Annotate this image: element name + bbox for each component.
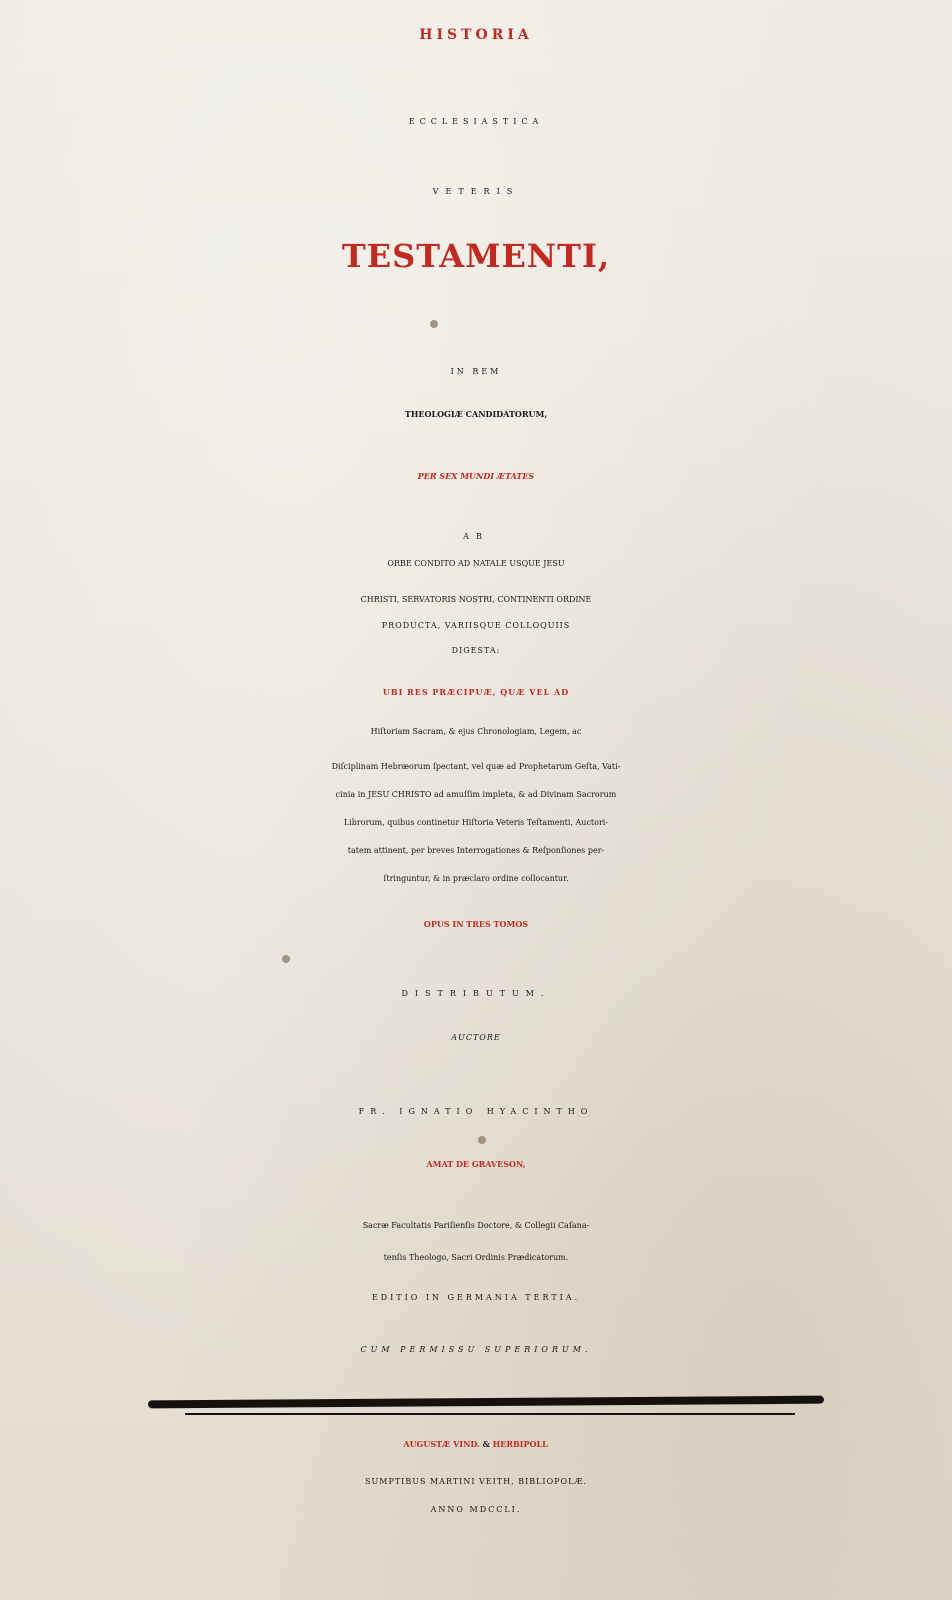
subtitle-in-rem: IN REM: [450, 367, 502, 376]
title-ecclesiastica: ECCLESIASTICA: [408, 117, 544, 126]
subtitle-per-sex: PER SEX MUNDI ÆTATES: [417, 471, 535, 481]
subtitle-christi: CHRISTI, SERVATORIS NOSTRI, CONTINENTI ORDINE: [360, 595, 592, 604]
subtitle-ab: AB: [463, 532, 489, 541]
auctore: AUCTORE: [451, 1033, 501, 1042]
subtitle-digesta: DIGESTA:: [451, 646, 501, 655]
thick-divider-rule: [148, 1396, 824, 1409]
edition-statement: EDITIO IN GERMANIA TERTIA.: [371, 1293, 581, 1302]
description-line-6: ſtringuntur, & in præclaro ordine collocantur.: [383, 874, 569, 883]
author-surname: AMAT DE GRAVESON,: [426, 1159, 526, 1169]
description-line-3: cinia in JESU CHRISTO ad amuſſim impleta, & ad Divinam Sacrorum: [335, 790, 617, 799]
opus-in-tres-tomos: OPUS IN TRES TOMOS: [423, 919, 529, 929]
description-line-4: Librorum, quibus continetur Hiſtoria Veteris Teſtamenti, Auctori-: [343, 818, 609, 827]
permission-statement: CUM PERMISSU SUPERIORUM.: [360, 1345, 592, 1354]
description-line-2: Diſciplinam Hebræorum ſpectant, vel quæ ad Prophetarum Geſta, Vati-: [331, 762, 621, 771]
title-historia: HISTORIA: [419, 27, 533, 43]
imprint-places: [0, 1440, 952, 1448]
subtitle-producta: PRODUCTA, VARIISQUE COLLOQUIIS: [381, 621, 571, 630]
imprint-publisher: SUMPTIBUS MARTINI VEITH, BIBLIOPOLÆ.: [365, 1477, 587, 1486]
title-veteris: VETERIS: [432, 187, 520, 196]
author-credentials-2: tenſis Theologo, Sacri Ordinis Prædicatorum.: [383, 1253, 569, 1262]
paper-spot: [478, 1136, 486, 1144]
title-testamenti: TESTAMENTI,: [341, 237, 611, 275]
paper-spot: [282, 955, 290, 963]
thin-divider-rule: [185, 1413, 795, 1415]
subtitle-orbe-condito: ORBE CONDITO AD NATALE USQUE JESU: [387, 559, 565, 568]
subtitle-theologiae: THEOLOGIÆ CANDIDATORUM,: [404, 409, 548, 419]
imprint-place-augsburg: AUGUSTÆ VIND.: [403, 1439, 480, 1449]
paper-spot: [430, 320, 438, 328]
author-credentials-1: Sacræ Facultatis Pariſienſis Doctore, & Collegii Caſana-: [362, 1221, 590, 1230]
description-line-5: tatem attinent, per breves Interrogationes & Reſponſiones per-: [347, 846, 605, 855]
imprint-place-wurzburg: HERBIPOLI.: [492, 1439, 549, 1449]
author-first-names: FR. IGNATIO HYACINTHO: [358, 1107, 594, 1116]
imprint-ampersand: &: [482, 1439, 490, 1449]
distributum: DISTRIBUTUM.: [401, 989, 551, 998]
description-line-1: Hiſtoriam Sacram, & ejus Chronologiam, Legem, ac: [370, 727, 582, 736]
imprint-year: ANNO MDCCLI.: [430, 1505, 522, 1514]
description-ubi-res: UBI RES PRÆCIPUÆ, QUÆ VEL AD: [382, 687, 570, 697]
